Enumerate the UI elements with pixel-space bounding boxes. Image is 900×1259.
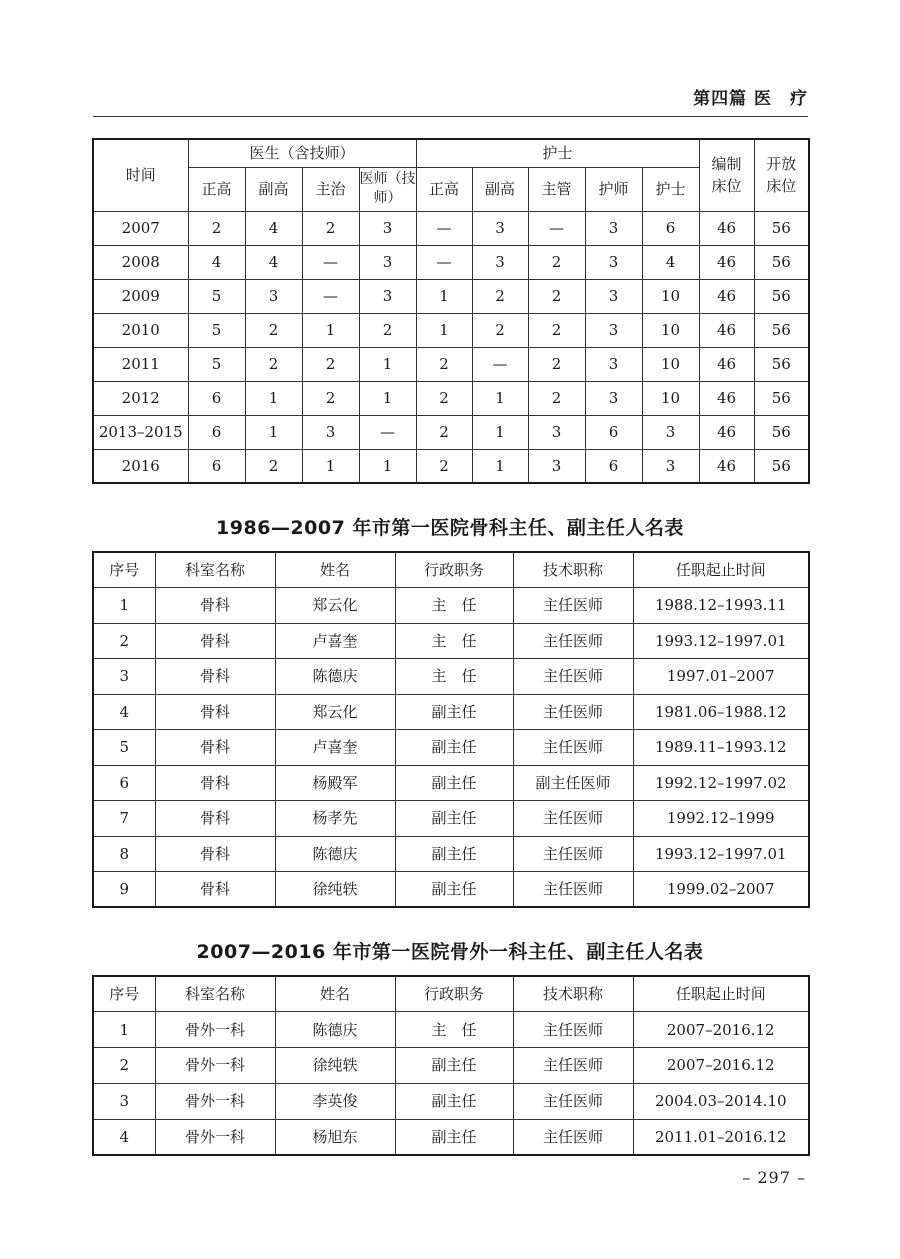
subheader-cell: 医师（技师） (359, 167, 416, 211)
table-cell: 2 (416, 381, 472, 415)
table-cell: 1 (472, 415, 528, 449)
table-row (93, 347, 809, 381)
table-cell: 3 (93, 1083, 155, 1119)
table-cell: 56 (754, 449, 809, 483)
header-time: 时间 (93, 139, 188, 211)
table-cell: 3 (585, 313, 642, 347)
table-cell: 1 (359, 381, 416, 415)
orthopedics-one-directors-table (92, 975, 810, 1156)
table-row (93, 765, 809, 801)
table-cell: 骨科 (155, 694, 275, 730)
table-cell: 副主任 (395, 1083, 513, 1119)
orthopedics-directors-table (92, 551, 810, 908)
table-cell: 2 (245, 313, 302, 347)
table-cell: 副主任 (395, 694, 513, 730)
table-cell: 10 (642, 381, 699, 415)
table-row (93, 623, 809, 659)
table-cell: 3 (585, 279, 642, 313)
table-cell: 骨科 (155, 588, 275, 624)
table-cell: 8 (93, 836, 155, 872)
table-cell: 10 (642, 313, 699, 347)
table-cell: — (472, 347, 528, 381)
table-cell: — (416, 211, 472, 245)
table-cell: 1 (472, 449, 528, 483)
table-cell: 2016 (93, 449, 188, 483)
table-cell: 1 (416, 313, 472, 347)
table-cell: 56 (754, 279, 809, 313)
column-header: 姓名 (275, 552, 395, 588)
table-cell: 2007 (93, 211, 188, 245)
table-cell: 2012 (93, 381, 188, 415)
table-cell: 3 (359, 211, 416, 245)
table-cell: 5 (188, 279, 245, 313)
table-cell: 骨科 (155, 730, 275, 766)
table-cell: 2 (302, 211, 359, 245)
table-cell: 主任医师 (513, 623, 633, 659)
table-cell: 1999.02–2007 (633, 872, 809, 908)
table-cell: 2013–2015 (93, 415, 188, 449)
subheader-cell: 副高 (245, 167, 302, 211)
column-header: 序号 (93, 552, 155, 588)
table-cell: 1997.01–2007 (633, 659, 809, 695)
table-cell: 6 (188, 381, 245, 415)
table-cell: 主任医师 (513, 1012, 633, 1048)
table-cell: 4 (642, 245, 699, 279)
table-cell: 主 任 (395, 1012, 513, 1048)
table-cell: 1 (302, 449, 359, 483)
table-cell: 3 (472, 245, 528, 279)
table-cell: 2 (416, 449, 472, 483)
table-cell: 卢喜奎 (275, 623, 395, 659)
table-cell: 3 (245, 279, 302, 313)
table-cell: 李英俊 (275, 1083, 395, 1119)
table-cell: 46 (699, 279, 754, 313)
table-cell: 6 (188, 415, 245, 449)
table-cell: — (302, 279, 359, 313)
page-number: – 297 – (742, 1168, 806, 1187)
table-cell: 46 (699, 245, 754, 279)
table-cell: — (416, 245, 472, 279)
subheader-cell: 正高 (416, 167, 472, 211)
table-cell: 6 (188, 449, 245, 483)
table-row (93, 1012, 809, 1048)
table-row (93, 1083, 809, 1119)
table-cell: 2 (472, 279, 528, 313)
table-cell: 6 (585, 449, 642, 483)
table-cell: 1 (416, 279, 472, 313)
header-open-beds: 开放床位 (754, 139, 809, 211)
column-header: 任职起止时间 (633, 552, 809, 588)
table-cell: 3 (472, 211, 528, 245)
table-cell: 2011 (93, 347, 188, 381)
table-cell: 2009 (93, 279, 188, 313)
table-cell: 副主任医师 (513, 765, 633, 801)
table-row (93, 381, 809, 415)
table-cell: 10 (642, 347, 699, 381)
table-cell: 2 (188, 211, 245, 245)
table-cell: 骨科 (155, 659, 275, 695)
table-cell: 2 (93, 623, 155, 659)
table-cell: 2 (302, 347, 359, 381)
table-cell: 1988.12–1993.11 (633, 588, 809, 624)
table-cell: 1 (93, 1012, 155, 1048)
table-cell: 3 (528, 415, 585, 449)
table-cell: 46 (699, 415, 754, 449)
table-row (93, 836, 809, 872)
table-cell: 主任医师 (513, 588, 633, 624)
table-cell: 陈德庆 (275, 1012, 395, 1048)
table-cell: 3 (585, 245, 642, 279)
table-cell: 56 (754, 245, 809, 279)
table-cell: 骨科 (155, 801, 275, 837)
table-cell: 1 (93, 588, 155, 624)
table-cell: 主任医师 (513, 659, 633, 695)
table-cell: 徐纯轶 (275, 1048, 395, 1084)
table-cell: 3 (585, 211, 642, 245)
table-cell: 46 (699, 347, 754, 381)
table-cell: 2007–2016.12 (633, 1012, 809, 1048)
table-cell: 郑云化 (275, 588, 395, 624)
column-header: 姓名 (275, 976, 395, 1012)
table-cell: 56 (754, 211, 809, 245)
table-cell: 卢喜奎 (275, 730, 395, 766)
table-cell: 4 (93, 1119, 155, 1155)
table-cell: 1 (245, 415, 302, 449)
column-header: 科室名称 (155, 976, 275, 1012)
table-cell: 2 (528, 381, 585, 415)
table-header-row (93, 552, 809, 588)
table-cell: 2 (416, 347, 472, 381)
table-cell: — (302, 245, 359, 279)
table-cell: 陈德庆 (275, 659, 395, 695)
table-cell: 56 (754, 381, 809, 415)
table-cell: 副主任 (395, 872, 513, 908)
table-cell: 骨外一科 (155, 1083, 275, 1119)
table-cell: 骨科 (155, 623, 275, 659)
running-head: 第四篇 医 疗 (693, 89, 808, 109)
table-row (93, 694, 809, 730)
table-cell: 骨外一科 (155, 1012, 275, 1048)
table-cell: 杨旭东 (275, 1119, 395, 1155)
column-header: 行政职务 (395, 552, 513, 588)
table-cell: 3 (528, 449, 585, 483)
table-cell: 2 (302, 381, 359, 415)
table-cell: 骨外一科 (155, 1119, 275, 1155)
table-cell: 陈德庆 (275, 836, 395, 872)
table-cell: 4 (188, 245, 245, 279)
table-cell: 2 (528, 313, 585, 347)
table-cell: 46 (699, 381, 754, 415)
table2-title: 1986—2007 年市第一医院骨科主任、副主任人名表 (216, 517, 684, 539)
table-cell: 1992.12–1997.02 (633, 765, 809, 801)
subheader-cell: 主管 (528, 167, 585, 211)
table-cell: 2 (472, 313, 528, 347)
table-cell: 2008 (93, 245, 188, 279)
table-cell: 4 (245, 245, 302, 279)
table-cell: 2 (416, 415, 472, 449)
table-cell: 副主任 (395, 801, 513, 837)
table-row (93, 659, 809, 695)
table-cell: 2 (528, 347, 585, 381)
table-cell: 3 (585, 347, 642, 381)
subheader-cell: 正高 (188, 167, 245, 211)
column-header: 任职起止时间 (633, 976, 809, 1012)
table-cell: 主任医师 (513, 1048, 633, 1084)
table-cell: 5 (188, 313, 245, 347)
table-cell: 1 (359, 449, 416, 483)
table-cell: 2 (93, 1048, 155, 1084)
subheader-cell: 主治 (302, 167, 359, 211)
table-cell: 主任医师 (513, 1119, 633, 1155)
column-header: 序号 (93, 976, 155, 1012)
header-nurse-group: 护士 (416, 139, 699, 167)
table-cell: 骨科 (155, 872, 275, 908)
table-cell: 6 (585, 415, 642, 449)
table-cell: 2007–2016.12 (633, 1048, 809, 1084)
table-cell: 骨科 (155, 836, 275, 872)
table-cell: 46 (699, 449, 754, 483)
table-row (93, 279, 809, 313)
subheader-cell: 副高 (472, 167, 528, 211)
table-row (93, 588, 809, 624)
table-row (93, 872, 809, 908)
table-cell: 4 (93, 694, 155, 730)
table-row (93, 211, 809, 245)
table-cell: 2 (245, 347, 302, 381)
table-cell: 6 (642, 211, 699, 245)
table-cell: 5 (188, 347, 245, 381)
table-cell: 主 任 (395, 659, 513, 695)
table-cell: 1 (359, 347, 416, 381)
table-cell: 4 (245, 211, 302, 245)
table-cell: 7 (93, 801, 155, 837)
table-cell: 2010 (93, 313, 188, 347)
table-cell: 9 (93, 872, 155, 908)
staffing-table (92, 138, 810, 484)
table-cell: 10 (642, 279, 699, 313)
table-row (93, 1119, 809, 1155)
table-cell: 骨科 (155, 765, 275, 801)
table-row (93, 449, 809, 483)
table-cell: 副主任 (395, 1048, 513, 1084)
column-header: 技术职称 (513, 552, 633, 588)
table3-title: 2007—2016 年市第一医院骨外一科主任、副主任人名表 (196, 941, 704, 963)
table-cell: 主 任 (395, 623, 513, 659)
table-cell: — (528, 211, 585, 245)
column-header: 科室名称 (155, 552, 275, 588)
table-cell: 主任医师 (513, 801, 633, 837)
table-cell: 1 (472, 381, 528, 415)
table-cell: 主任医师 (513, 872, 633, 908)
table-cell: 主任医师 (513, 694, 633, 730)
table-header-row (93, 976, 809, 1012)
table-cell: 1993.12–1997.01 (633, 836, 809, 872)
table-cell: 2 (528, 279, 585, 313)
table-cell: 副主任 (395, 1119, 513, 1155)
table-cell: 主 任 (395, 588, 513, 624)
table-cell: 主任医师 (513, 1083, 633, 1119)
table-cell: 56 (754, 347, 809, 381)
table-cell: 主任医师 (513, 730, 633, 766)
table-cell: 46 (699, 313, 754, 347)
table-cell: 杨殿军 (275, 765, 395, 801)
table-cell: 3 (302, 415, 359, 449)
header-doctor-group: 医生（含技师） (188, 139, 416, 167)
table-cell: 56 (754, 313, 809, 347)
table-cell: 骨外一科 (155, 1048, 275, 1084)
table-cell: 1981.06–1988.12 (633, 694, 809, 730)
table-cell: 1989.11–1993.12 (633, 730, 809, 766)
table-cell: 2011.01–2016.12 (633, 1119, 809, 1155)
table-cell: 3 (359, 245, 416, 279)
table-cell: 2 (245, 449, 302, 483)
table-cell: 2 (528, 245, 585, 279)
table-cell: 郑云化 (275, 694, 395, 730)
table-cell: 副主任 (395, 730, 513, 766)
subheader-cell: 护师 (585, 167, 642, 211)
table-cell: 徐纯轶 (275, 872, 395, 908)
table-cell: 1993.12–1997.01 (633, 623, 809, 659)
header-staffed-beds: 编制床位 (699, 139, 754, 211)
table-cell: 3 (642, 449, 699, 483)
table-cell: 56 (754, 415, 809, 449)
table-cell: 46 (699, 211, 754, 245)
table-cell: 1 (245, 381, 302, 415)
table-cell: 3 (585, 381, 642, 415)
table-cell: 3 (93, 659, 155, 695)
table-cell: 主任医师 (513, 836, 633, 872)
table-cell: 3 (642, 415, 699, 449)
table-cell: 1992.12–1999 (633, 801, 809, 837)
column-header: 技术职称 (513, 976, 633, 1012)
table-cell: 2004.03–2014.10 (633, 1083, 809, 1119)
table-row (93, 313, 809, 347)
table-cell: 3 (359, 279, 416, 313)
column-header: 行政职务 (395, 976, 513, 1012)
table-cell: — (359, 415, 416, 449)
header-rule (93, 116, 808, 117)
table-row (93, 415, 809, 449)
table-cell: 1 (302, 313, 359, 347)
table-row (93, 730, 809, 766)
subheader-cell: 护士 (642, 167, 699, 211)
table-row (93, 1048, 809, 1084)
table-cell: 2 (359, 313, 416, 347)
table-cell: 副主任 (395, 836, 513, 872)
table-cell: 5 (93, 730, 155, 766)
table-row (93, 245, 809, 279)
table-cell: 副主任 (395, 765, 513, 801)
table-row (93, 801, 809, 837)
table-cell: 6 (93, 765, 155, 801)
table-cell: 杨孝先 (275, 801, 395, 837)
